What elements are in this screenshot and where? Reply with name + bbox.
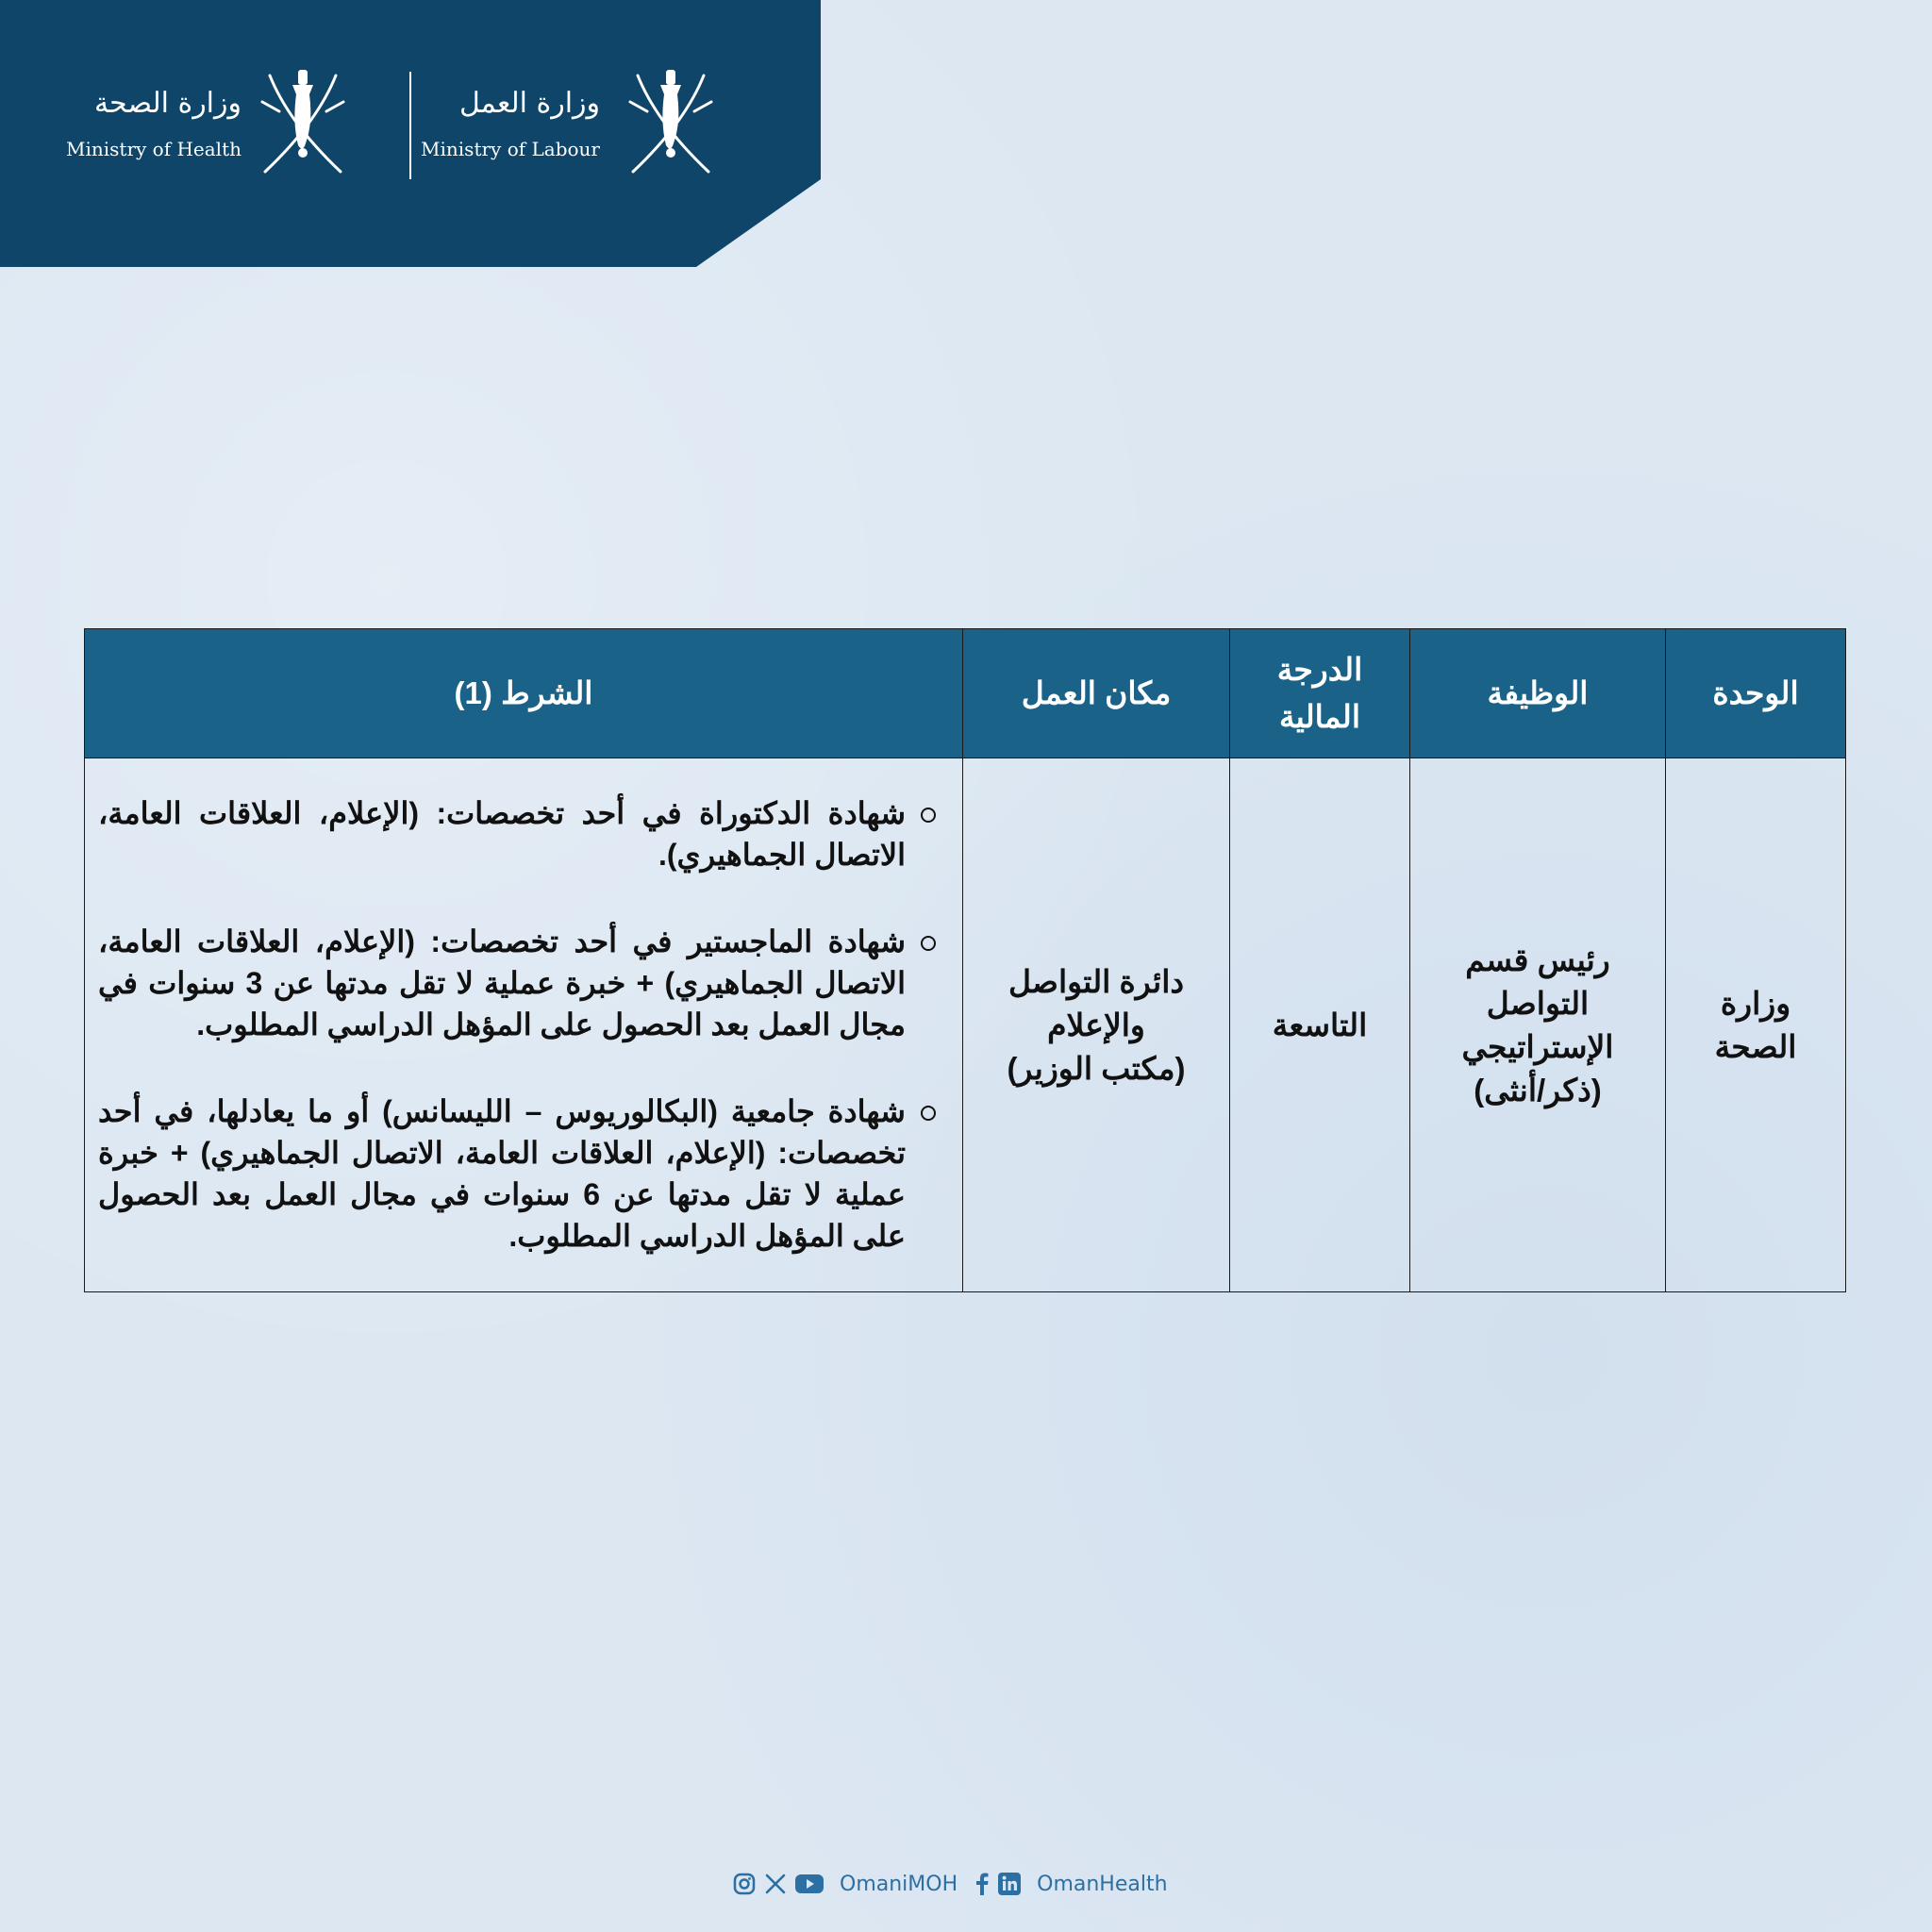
table-header-row xyxy=(85,629,1846,758)
circle-bullet-icon xyxy=(921,936,936,951)
condition-text: شهادة جامعية (البكالوريوس – الليسانس) أو ما يعادلها، في أحد تخصصات: (الإعلام، العلاقات العامة، الاتصال الجماهيري) + خبرة عملية لا تقل مدتها عن 6 سنوات في مجال العمل بعد الحصول على المؤهل الدراسي المطلوب. xyxy=(98,1094,907,1253)
condition-item-masters xyxy=(98,921,906,1045)
instagram-icon[interactable] xyxy=(732,1872,757,1896)
x-icon[interactable] xyxy=(764,1873,787,1895)
handle-omanimoh[interactable]: OmaniMOH xyxy=(840,1872,958,1896)
cell-place xyxy=(963,758,1230,1292)
health-logo-english: Ministry of Health xyxy=(66,138,242,160)
header-place: مكان العمل xyxy=(963,629,1230,758)
ministry-of-health-logo xyxy=(66,66,364,189)
condition-item-doctorate xyxy=(98,792,906,875)
handle-omanhealth[interactable]: OmanHealth xyxy=(1037,1872,1168,1896)
cell-place-line1: دائرة التواصل xyxy=(1008,963,1185,999)
header-condition: الشرط (1) xyxy=(85,629,963,758)
header-unit: الوحدة xyxy=(1666,629,1846,758)
labour-logo-arabic: وزارة العمل xyxy=(458,87,600,120)
cell-conditions xyxy=(85,758,963,1292)
header-grade-line2: المالية xyxy=(1278,699,1361,734)
condition-text: شهادة الدكتوراة في أحد تخصصات: (الإعلام، العلاقات العامة، الاتصال الجماهيري). xyxy=(98,796,906,872)
cell-job-line3: الإستراتيجي xyxy=(1461,1028,1614,1064)
cell-place-line2: والإعلام xyxy=(1047,1007,1145,1042)
health-logo-arabic: وزارة الصحة xyxy=(94,87,242,120)
header-band xyxy=(0,0,821,267)
header-grade-line1: الدرجة xyxy=(1276,652,1363,687)
social-footer xyxy=(732,1868,1185,1900)
cell-unit-line1: وزارة xyxy=(1720,985,1791,1021)
cell-unit-line2: الصحة xyxy=(1714,1028,1797,1064)
header-divider xyxy=(409,72,411,179)
condition-text: شهادة الماجستير في أحد تخصصات: (الإعلام، العلاقات العامة، الاتصال الجماهيري) + خبرة عملية لا تقل مدتها عن 3 سنوات في مجال العمل بعد الحصول على المؤهل الدراسي المطلوب. xyxy=(98,924,907,1041)
job-table xyxy=(84,628,1846,1292)
cell-job-line2: التواصل xyxy=(1486,985,1590,1021)
header-job: الوظيفة xyxy=(1410,629,1666,758)
cell-job-line1: رئيس قسم xyxy=(1465,941,1610,977)
cell-job xyxy=(1410,758,1666,1292)
header-grade xyxy=(1230,629,1410,758)
oman-emblem-icon xyxy=(619,66,723,179)
facebook-icon[interactable] xyxy=(974,1872,990,1896)
labour-logo-english: Ministry of Labour xyxy=(421,138,600,160)
circle-bullet-icon xyxy=(921,1106,936,1121)
table-row xyxy=(85,758,1846,1292)
cell-grade: التاسعة xyxy=(1230,758,1410,1292)
youtube-icon[interactable] xyxy=(794,1873,824,1895)
cell-job-line4: (ذكر/أنثى) xyxy=(1474,1072,1602,1108)
linkedin-icon[interactable] xyxy=(997,1872,1022,1896)
circle-bullet-icon xyxy=(921,808,936,823)
cell-place-line3: (مكتب الوزير) xyxy=(1007,1050,1186,1086)
ministry-of-labour-logo xyxy=(421,66,723,189)
oman-emblem-icon xyxy=(251,66,355,179)
cell-unit xyxy=(1666,758,1846,1292)
condition-item-bachelors xyxy=(98,1091,906,1257)
